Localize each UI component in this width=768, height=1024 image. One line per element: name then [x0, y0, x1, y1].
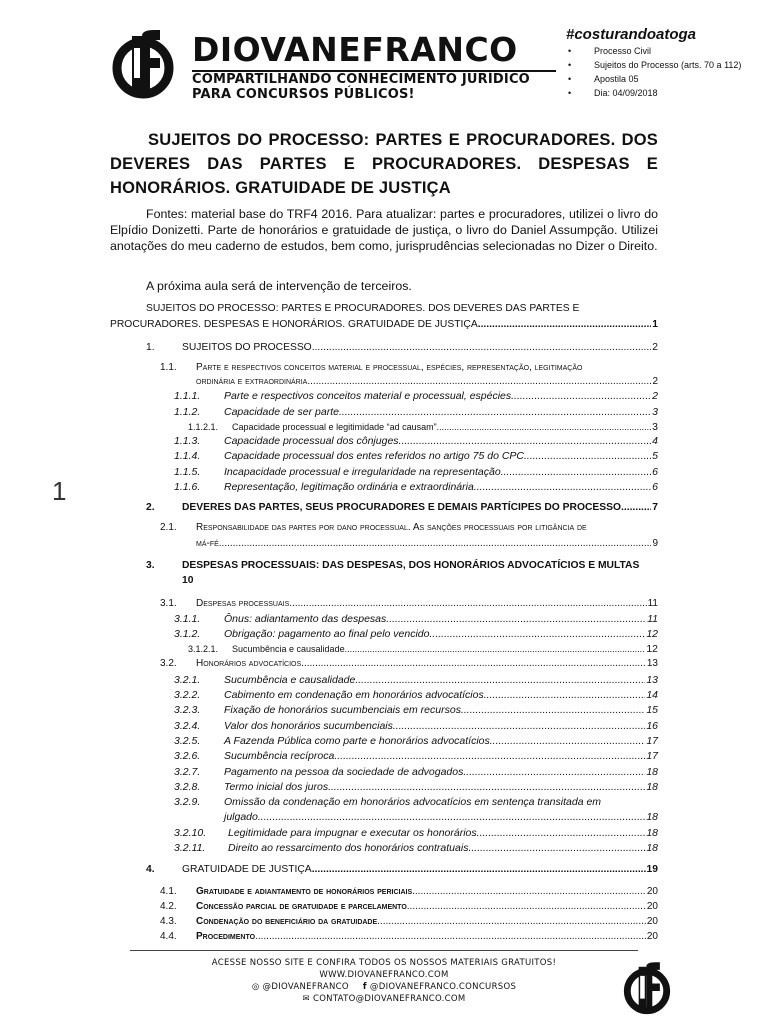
toc-entry[interactable] [174, 781, 658, 793]
footer-instagram[interactable] [252, 981, 349, 993]
toc-num: 3.2.8. [174, 781, 201, 793]
toc-leader [355, 674, 645, 686]
toc-text: Despesas processuais [196, 598, 290, 609]
toc-num: 3.2.3. [174, 704, 201, 716]
next-class-note: A próxima aula será de intervenção de terceiros. [146, 279, 412, 293]
footer-facebook[interactable] [363, 981, 516, 993]
hashtag: #costurandoatoga [566, 26, 697, 43]
toc-num: 1.1.3. [174, 435, 201, 447]
brand-name: DIOVANEFRANCO [192, 30, 518, 69]
toc-leader [474, 481, 651, 493]
toc-page: 11 [647, 598, 658, 609]
toc-page: 3 [652, 406, 658, 418]
df-logo-icon [110, 28, 176, 100]
toc-entry[interactable] [182, 575, 222, 586]
toc-text: Incapacidade processual e irregularidade na representação [224, 466, 501, 478]
toc-entry[interactable] [196, 538, 658, 549]
toc-num: 3.2.9. [174, 796, 201, 808]
toc-leader [478, 319, 652, 330]
footer-site-link[interactable]: WWW.DIOVANEFRANCO.COM [319, 970, 449, 980]
toc-leader [301, 658, 646, 669]
toc-entry[interactable] [174, 704, 658, 716]
toc-page: 18 [646, 842, 658, 854]
toc-leader [511, 390, 651, 402]
toc-entry[interactable] [174, 720, 658, 732]
toc-leader [307, 376, 651, 387]
toc-entry[interactable] [146, 560, 658, 571]
toc-text: Omissão da condenação em honorários advocatícios em sentença transitada em [224, 796, 602, 808]
header-bullets [566, 44, 741, 100]
toc-page: 20 [646, 916, 658, 927]
toc-num: 3.2.7. [174, 766, 201, 778]
toc-num: 3.1.1. [174, 613, 201, 625]
facebook-icon: f [362, 982, 367, 992]
toc-leader [484, 689, 646, 701]
toc-page: 13 [646, 674, 658, 686]
toc-entry[interactable] [188, 421, 658, 433]
toc-entry[interactable] [174, 628, 658, 640]
toc-page: 3 [652, 421, 658, 433]
toc-entry[interactable] [146, 502, 658, 513]
toc-page: 18 [646, 781, 658, 793]
footer-email[interactable] [110, 993, 658, 1005]
toc-text: Sucumbência e causalidade [232, 644, 345, 654]
toc-page: 20 [646, 901, 658, 912]
toc-entry[interactable] [174, 842, 658, 854]
toc-text: Valor dos honorários sucumbenciais [224, 720, 393, 732]
toc-leader [386, 613, 646, 625]
toc-leader [437, 422, 652, 432]
instagram-icon: ◎ [251, 982, 260, 992]
toc-num: 1.1.6. [174, 481, 201, 493]
toc-entry[interactable] [188, 643, 658, 655]
toc-text: Procedimento [196, 931, 256, 942]
toc-page: 6 [652, 466, 658, 478]
toc-num: 4. [146, 864, 155, 875]
toc-entry[interactable] [174, 466, 658, 478]
toc-leader [412, 886, 646, 897]
toc-leader [463, 766, 645, 778]
toc-page: 12 [646, 628, 658, 640]
toc-entry[interactable] [174, 766, 658, 778]
toc-entry[interactable] [174, 796, 658, 808]
toc-text: Termo inicial dos juros [224, 781, 329, 793]
bullet-topic: • Sujeitos do Processo (arts. 70 a 112) [566, 58, 741, 72]
toc-entry[interactable] [174, 827, 658, 839]
toc-num: 1.1.2. [174, 406, 201, 418]
toc-num: 3.2.11. [174, 842, 206, 854]
toc-text: Parte e respectivos conceitos material e processual, espécies, representação, legitimação [196, 362, 583, 373]
toc-page: 13 [646, 658, 658, 669]
toc-num: 1.1.2.1. [188, 422, 219, 432]
toc-entry[interactable] [174, 450, 658, 462]
toc-text: ordinária e extraordinária [196, 376, 308, 387]
toc-num: 4.3. [160, 916, 177, 927]
toc-page: 17 [646, 750, 658, 762]
toc-entry[interactable] [174, 735, 658, 747]
toc-text: GRATUIDADE DE JUSTIÇA [182, 864, 312, 875]
mail-icon: ✉ [302, 994, 310, 1004]
toc-text: Cabimento em condenação em honorários advocatícios [224, 689, 484, 701]
email-address: CONTATO@DIOVANEFRANCO.COM [312, 994, 466, 1004]
toc-num: 1.1.5. [174, 466, 201, 478]
toc-num: 3.2.6. [174, 750, 201, 762]
toc-text: Honorários advocatícios [196, 658, 302, 669]
toc-num: 3.2.1. [174, 674, 201, 686]
toc-num: 1.1. [160, 362, 177, 373]
toc-text: Capacidade processual e legitimidade “ad causam” [232, 422, 437, 432]
toc-entry[interactable] [160, 362, 658, 373]
toc-num: 2.1. [160, 522, 177, 533]
toc-text: Gratuidade e adiantamento de honorários periciais [196, 886, 413, 897]
toc-root-text-1: SUJEITOS DO PROCESSO: PARTES E PROCURADORES. DOS DEVERES DAS PARTES E [146, 303, 580, 314]
toc-entry[interactable] [174, 406, 658, 418]
toc-num: 3. [146, 560, 155, 571]
toc-root-line1[interactable] [146, 303, 658, 314]
toc-num: 3.2. [160, 658, 177, 669]
toc-text: má-fé [196, 538, 219, 549]
toc-num: 3.1.2.1. [188, 644, 219, 654]
toc-entry[interactable] [160, 658, 658, 669]
toc-text: julgado [224, 811, 258, 823]
toc-num: 4.1. [160, 886, 177, 897]
toc-leader [490, 735, 646, 747]
toc-text: Obrigação: pagamento ao final pelo vencido [224, 628, 430, 640]
toc-page: 20 [646, 931, 658, 942]
toc-entry[interactable] [160, 916, 658, 927]
toc-entry[interactable] [174, 674, 658, 686]
page-number: 1 [52, 476, 67, 506]
toc-page: 7 [652, 502, 658, 513]
toc-leader [345, 644, 646, 654]
toc-leader [219, 538, 652, 549]
toc-leader [289, 598, 646, 609]
toc-leader [524, 450, 651, 462]
toc-text: Capacidade processual dos entes referidos no artigo 75 do CPC [224, 450, 525, 462]
toc-text: Sucumbência e causalidade [224, 674, 356, 686]
toc-entry[interactable] [160, 901, 658, 912]
page-header [110, 28, 760, 108]
toc-page: 2 [652, 342, 658, 353]
toc-leader [477, 827, 646, 839]
toc-text: DEVERES DAS PARTES, SEUS PROCURADORES E DEMAIS PARTÍCIPES DO PROCESSO [182, 502, 622, 513]
toc-page: 5 [652, 450, 658, 462]
toc-num: 4.4. [160, 931, 177, 942]
toc-num: 3.1.2. [174, 628, 201, 640]
brand-tagline [192, 70, 556, 102]
toc-leader [334, 750, 645, 762]
toc-leader [461, 704, 645, 716]
toc-num: 3.2.5. [174, 735, 201, 747]
brand-tagline-line2: PARA CONCURSOS PÚBLICOS! [192, 87, 415, 102]
toc-entry[interactable] [174, 613, 658, 625]
toc-page: 18 [646, 766, 658, 778]
toc-page: 11 [647, 613, 658, 625]
toc-text: Legitimidade para impugnar e executar os honorários [228, 827, 477, 839]
toc-entry[interactable] [160, 931, 658, 942]
toc-page: 18 [646, 827, 658, 839]
toc-num: 3.1. [160, 598, 177, 609]
toc-page: 16 [646, 720, 658, 732]
toc-text: Direito ao ressarcimento dos honorários contratuais [228, 842, 469, 854]
toc-entry[interactable] [174, 390, 658, 402]
toc-entry[interactable] [160, 886, 658, 897]
toc-num: 2. [146, 502, 155, 513]
toc-num: 3.2.10. [174, 827, 207, 839]
toc-page: 17 [646, 735, 658, 747]
df-footer-logo-icon [622, 960, 672, 1016]
toc-leader [377, 916, 646, 927]
toc-leader [255, 931, 646, 942]
toc-page: 18 [646, 811, 658, 823]
bullet-subject: • Processo Civil [566, 44, 741, 58]
toc-text: Fixação de honorários sucumbenciais em recursos [224, 704, 461, 716]
toc-num: 3.2.2. [174, 689, 201, 701]
toc-num: 1.1.4. [174, 450, 201, 462]
toc-leader [312, 864, 646, 875]
toc-leader [399, 435, 652, 447]
toc-num: 1. [146, 342, 155, 353]
toc-text: Capacidade de ser parte [224, 406, 339, 418]
brand-tagline-line1: COMPARTILHANDO CONHECIMENTO JURÍDICO [192, 72, 530, 87]
footer-cta: ACESSE NOSSO SITE E CONFIRA TODOS OS NOSSOS MATERIAIS GRATUITOS! [211, 958, 557, 968]
toc-entry[interactable] [174, 435, 658, 447]
toc-text: Condenação do beneficiário da gratuidade [196, 916, 378, 927]
footer-divider [130, 950, 638, 951]
bullet-handout: • Apostila 05 [566, 72, 741, 86]
footer-social [110, 981, 658, 993]
toc-leader [407, 901, 646, 912]
toc-entry[interactable] [174, 689, 658, 701]
toc-entry[interactable] [224, 811, 658, 823]
toc-text: Ônus: adiantamento das despesas [224, 613, 387, 625]
toc-leader [501, 466, 651, 478]
toc-text: Capacidade processual dos cônjuges [224, 435, 399, 447]
toc-leader [429, 628, 645, 640]
toc-root-line2[interactable] [110, 319, 658, 330]
toc-page: 10 [182, 575, 194, 586]
instagram-handle: @DIOVANEFRANCO [262, 982, 349, 992]
toc-text: Sucumbência recíproca [224, 750, 335, 762]
toc-text: Pagamento na pessoa da sociedade de advogados [224, 766, 464, 778]
toc-page: 19 [646, 864, 658, 875]
toc-leader [621, 502, 651, 513]
toc-entry[interactable] [196, 376, 658, 387]
document-title: SUJEITOS DO PROCESSO: PARTES E PROCURADORES. DOS DEVERES DAS PARTES E PROCURADORES. DESPESAS E HONORÁRIOS. GRATUIDADE DE JUSTIÇA [110, 131, 658, 197]
toc-entry[interactable] [146, 864, 658, 875]
toc-entry[interactable] [160, 598, 658, 609]
toc-root-page: 1 [652, 319, 658, 330]
toc-num: 1.1.1. [174, 390, 201, 402]
toc-leader [468, 842, 645, 854]
toc-page: 2 [652, 376, 658, 387]
toc-num: 4.2. [160, 901, 177, 912]
toc-leader [312, 342, 652, 353]
toc-root-text-2: PROCURADORES. DESPESAS E HONORÁRIOS. GRATUIDADE DE JUSTIÇA [110, 319, 478, 330]
toc-page: 2 [652, 390, 658, 402]
toc-page: 15 [646, 704, 658, 716]
toc-page: 4 [652, 435, 658, 447]
toc-text: SUJEITOS DO PROCESSO [182, 342, 312, 353]
intro-paragraph: Fontes: material base do TRF4 2016. Para atualizar: partes e procuradores, utilizei o livro do Elpídio Donizetti. Parte de honorários e gratuidade de justiça, o livro do Daniel Assumpção. Utilizei anotações do meu caderno de estudos, bem como, jurisprudências selecionadas no Dizer o Direito. [110, 207, 658, 253]
toc-text: Responsabilidade das partes por dano processual. As sanções processuais por litigância de [196, 522, 587, 533]
toc-text: A Fazenda Pública como parte e honorários advocatícios [224, 735, 490, 747]
toc-entry[interactable] [146, 342, 658, 353]
toc-entry[interactable] [160, 522, 658, 533]
toc-leader [339, 406, 651, 418]
toc-text: Concessão parcial de gratuidade e parcelamento [196, 901, 407, 912]
toc-text: DESPESAS PROCESSUAIS: DAS DESPESAS, DOS HONORÁRIOS ADVOCATÍCIOS E MULTAS [182, 560, 640, 571]
toc-leader [258, 811, 645, 823]
toc-leader [393, 720, 645, 732]
toc-num: 3.2.4. [174, 720, 201, 732]
toc-text: Parte e respectivos conceitos material e processual, espécies [224, 390, 512, 402]
bullet-date: • Dia: 04/09/2018 [566, 86, 741, 100]
toc-page: 6 [652, 481, 658, 493]
page-footer [110, 957, 658, 1005]
toc-text: Representação, legitimação ordinária e extraordinária [224, 481, 474, 493]
toc-page: 14 [646, 689, 658, 701]
toc-page: 12 [646, 643, 658, 655]
facebook-handle: @DIOVANEFRANCO.CONCURSOS [369, 982, 517, 992]
toc-page: 20 [646, 886, 658, 897]
toc-leader [328, 781, 645, 793]
toc-entry[interactable] [174, 750, 658, 762]
toc-page: 9 [652, 538, 658, 549]
toc-entry[interactable] [174, 481, 658, 493]
